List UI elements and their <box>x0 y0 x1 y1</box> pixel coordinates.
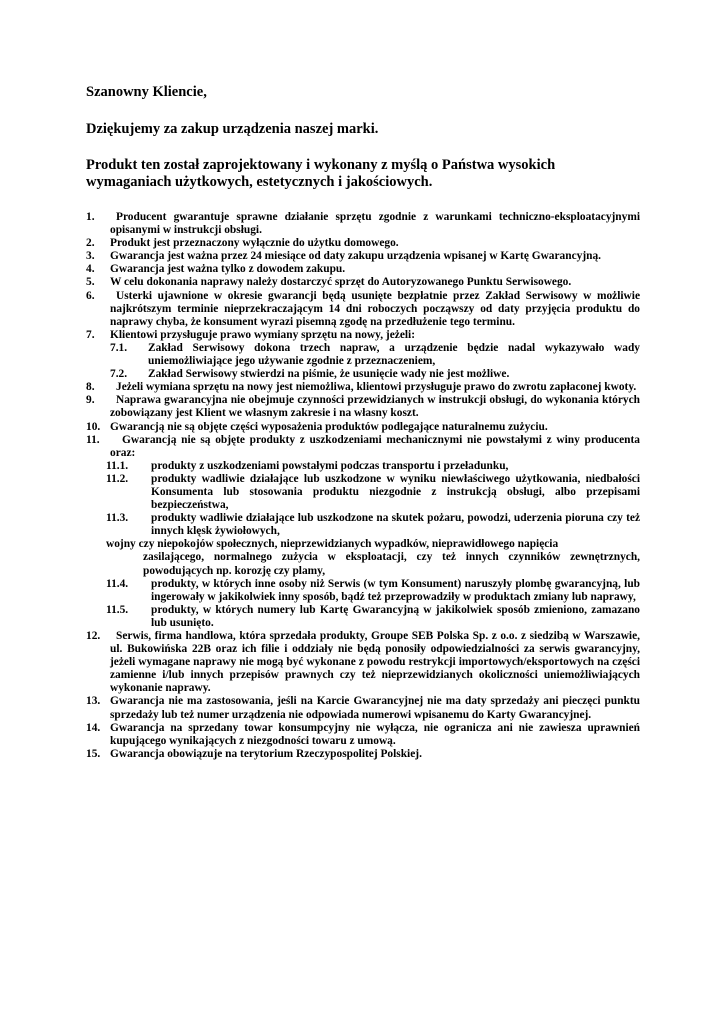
item-number: 11.4. <box>106 577 129 590</box>
item-text: produkty wadliwie działające lub uszkodzone w wyniku niewłaściwego użytkowania, niedbałości Konsumenta lub stosowania produktu niezgodnie z instrukcją obsługi, albo przepisami bezpieczeństwa, <box>151 472 640 512</box>
item-text: Gwarancją nie są objęte produkty z uszkodzeniami mechanicznymi nie powstałymi z winy producenta oraz: <box>110 433 640 459</box>
sub-item <box>106 512 640 538</box>
list-item <box>86 237 640 250</box>
warranty-document <box>86 84 640 761</box>
list-item <box>86 722 640 748</box>
item-text: Serwis, firma handlowa, która sprzedała produkty, Groupe SEB Polska Sp. z o.o. z siedzibą w Warszawie, ul. Bukowińska 22B oraz ich filie i oddziały nie będą ponosiły odpowiedzialności za serwis gwarancyjny, jeżeli wymagane naprawy nie mogą być wykonane z powodu restrykcji importowych/eksportowych na części zamienne i/lub innych przepisów prawnych czy też nieprzewidzianych okoliczności uniemożliwiających wykonanie naprawy. <box>110 630 640 695</box>
item-text: W celu dokonania naprawy należy dostarczyć sprzęt do Autoryzowanego Punktu Serwisowego. <box>110 276 572 289</box>
item-text: Naprawa gwarancyjna nie obejmuje czynności przewidzianych w instrukcji obsługi, do wykonania których zobowiązany jest Klient we własnym zakresie i na własny koszt. <box>110 394 640 420</box>
list-item <box>86 394 640 420</box>
list-item <box>86 290 640 329</box>
item-number: 6. <box>86 289 95 302</box>
list-item <box>86 329 640 342</box>
item-text: Gwarancja obowiązuje na terytorium Rzeczypospolitej Polskiej. <box>110 747 422 760</box>
item-text: Produkt jest przeznaczony wyłącznie do użytku domowego. <box>110 237 399 250</box>
item-text: Gwarancja jest ważna tylko z dowodem zakupu. <box>110 263 346 276</box>
list-item <box>86 381 640 394</box>
thanks-heading: Dziękujemy za zakup urządzenia naszej marki. <box>86 121 379 137</box>
item-number: 11.1. <box>106 459 129 472</box>
item-text: Jeżeli wymiana sprzętu na nowy jest niemożliwa, klientowi przysługuje prawo do zwrotu zapłaconej kwoty. <box>116 381 637 394</box>
list-item <box>86 276 640 289</box>
item-text: produkty wadliwie działające lub uszkodzone na skutek pożaru, powodzi, uderzenia pioruna czy też innych klęsk żywiołowych, <box>151 512 640 538</box>
list-item <box>86 434 640 460</box>
warranty-terms-list <box>86 211 640 761</box>
list-item <box>86 630 640 695</box>
item-number: 8. <box>86 381 95 394</box>
item-number: 3. <box>86 250 95 263</box>
item-text: Klientowi przysługuje prawo wymiany sprzętu na nowy, jeżeli: <box>110 328 415 341</box>
sub-item <box>110 368 640 381</box>
item-number: 12. <box>86 630 101 642</box>
sub-item <box>106 473 640 512</box>
item-text: zasilającego, normalnego zużycia w eksploatacji, czy też innych czynników zewnętrznych, powodujących np. korozję czy plamy, <box>143 551 640 577</box>
item-number: 4. <box>86 263 95 276</box>
list-item <box>86 748 640 761</box>
list-item <box>86 695 640 721</box>
continuation-line <box>106 551 640 577</box>
sub-item <box>106 460 640 473</box>
item-number: 11.3. <box>106 512 129 525</box>
item-text: Zakład Serwisowy dokona trzech napraw, a urządzenie będzie nadal wykazywało wady uniemożliwiające jego używanie zgodnie z przeznaczeniem, <box>148 341 640 368</box>
sub-item <box>106 578 640 604</box>
item-text: Gwarancja nie ma zastosowania, jeśli na Karcie Gwarancyjnej nie ma daty sprzedaży ani pieczęci punktu sprzedaży lub też numer urządzenia nie odpowiada numerowi wpisanemu do Karty Gwarancyjnej. <box>110 695 640 721</box>
item-text: produkty, w których numery lub Kartę Gwarancyjną w jakikolwiek sposób zmieniono, zamazano lub usunięto. <box>151 603 640 629</box>
item-number: 7.1. <box>110 341 128 354</box>
item-text: Gwarancją nie są objęte części wyposażenia produktów podlegające naturalnemu zużyciu. <box>110 420 548 433</box>
item-number: 7. <box>86 328 95 341</box>
greeting: Szanowny Kliencie, <box>86 84 207 100</box>
list-item <box>86 421 640 434</box>
item-number: 11.2. <box>106 472 129 485</box>
sub-item <box>110 342 640 368</box>
item-text: produkty, w których inne osoby niż Serwis (w tym Konsument) naruszyły plombę gwarancyjną, lub ingerowały w jakikolwiek inny sposób, bądź też przeprowadziły w produktach zmiany lub naprawy, <box>151 577 640 603</box>
item-number: 2. <box>86 237 95 250</box>
list-item <box>86 250 640 263</box>
item-text: Gwarancja na sprzedany towar konsumpcyjny nie wyłącza, nie ogranicza ani nie zawiesza uprawnień kupującego wynikających z niezgodności towaru z umową. <box>110 721 640 747</box>
sub-item <box>106 604 640 630</box>
intro-heading: Produkt ten został zaprojektowany i wykonany z myślą o Państwa wysokich wymaganiach użytkowych, estetycznych i jakościowych. <box>86 157 556 190</box>
item-number: 11.5. <box>106 603 129 616</box>
item-text: Gwarancja jest ważna przez 24 miesiące od daty zakupu urządzenia wpisanej w Kartę Gwarancyjną. <box>110 250 602 263</box>
item-text: produkty z uszkodzeniami powstałymi podczas transportu i przeładunku, <box>151 459 509 472</box>
item-number: 14. <box>86 721 101 734</box>
list-item <box>86 263 640 276</box>
item-text: Producent gwarantuje sprawne działanie sprzętu zgodnie z warunkami techniczno-eksploatacyjnymi opisanymi w instrukcji obsługi. <box>110 211 640 237</box>
list-item <box>86 211 640 237</box>
item-number: 11. <box>86 433 100 446</box>
item-number: 9. <box>86 394 95 407</box>
item-number: 5. <box>86 276 95 289</box>
item-text: Zakład Serwisowy stwierdzi na piśmie, że usunięcie wady nie jest możliwe. <box>148 368 510 381</box>
item-text: wojny czy niepokojów społecznych, nieprzewidzianych wypadków, nieprawidłowego napięcia <box>106 538 559 551</box>
item-number: 15. <box>86 747 101 760</box>
item-number: 7.2. <box>110 368 128 381</box>
item-number: 1. <box>86 211 95 223</box>
item-number: 13. <box>86 695 101 708</box>
item-number: 10. <box>86 420 101 433</box>
continuation-line <box>106 538 640 551</box>
item-text: Usterki ujawnione w okresie gwarancji będą usunięte bezpłatnie przez Zakład Serwisowy w możliwie najkrótszym terminie nieprzekraczającym 14 dni roboczych począwszy od daty przyjęcia produktu do naprawy chyba, że konsument wyrazi pisemną zgodę na przedłużenie tego terminu. <box>110 289 640 328</box>
